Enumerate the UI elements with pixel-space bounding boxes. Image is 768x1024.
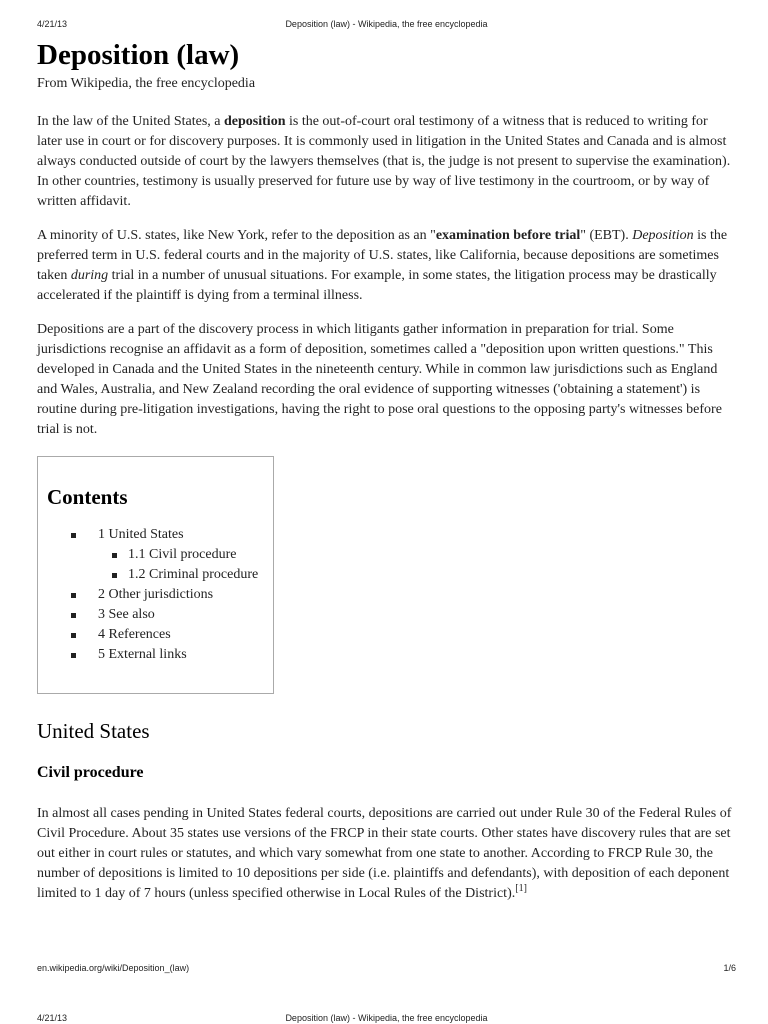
intro-paragraph-1: In the law of the United States, a deposition is the out-of-court oral testimony of a witness that is reduced to writing for later use in court or for discovery purposes. It is commonly used in litigation in the United States and Canada and is almost always conducted outside of court by the lawyers themselves (that is, the judge is not present to supervise the examination). In other countries, testimony is usually preserved for future use by way of live testimony in the courtroom, or by way of written affidavit. — [37, 114, 731, 209]
toc-item-criminal-procedure[interactable]: 1.2 Criminal procedure — [47, 565, 273, 585]
bullet-icon — [71, 533, 76, 538]
reference-link[interactable]: [1] — [515, 883, 527, 894]
toc-item-see-also[interactable]: 3 See also — [47, 605, 273, 625]
term-ebt: examination before trial — [435, 228, 581, 243]
print-footer — [37, 963, 736, 973]
toc-item-references[interactable]: 4 References — [47, 625, 273, 645]
intro-paragraph-2: A minority of U.S. states, like New York, refer to the deposition as an "examination before trial" (EBT). Deposition is the preferred term in U.S. federal courts and in the majority of U.S. states, like California, because depositions are sometimes taken during trial in a number of unusual situations. For example, in some states, the litigation process may be drastically accelerated if the plaintiff is dying from a terminal illness. — [37, 228, 728, 303]
table-of-contents — [37, 456, 274, 694]
print-date: 4/21/13 — [37, 19, 68, 29]
print-date-next: 4/21/13 — [37, 1013, 68, 1023]
article-content — [37, 38, 733, 904]
bullet-icon — [112, 553, 117, 558]
toc-list — [47, 525, 273, 665]
print-header — [37, 19, 736, 29]
print-url: en.wikipedia.org/wiki/Deposition_(law) — [37, 963, 190, 973]
site-tagline: From Wikipedia, the free encyclopedia — [37, 76, 256, 91]
bullet-icon — [112, 573, 117, 578]
subsection-heading-civil-procedure: Civil procedure — [37, 764, 144, 781]
bullet-icon — [71, 653, 76, 658]
print-title-next: Deposition (law) - Wikipedia, the free encyclopedia — [285, 1013, 488, 1023]
bullet-icon — [71, 613, 76, 618]
intro-paragraph-3: Depositions are a part of the discovery process in which litigants gather information in preparation for trial. Some jurisdictions recognise an affidavit as a form of deposition, sometimes called a "deposition upon written questions." This developed in Canada and the United States in the nineteenth century. While in common law jurisdictions such as England and Wales, Australia, and New Zealand recording the oral evidence of supporting witnesses ('obtaining a statement') is routine during pre-litigation investigations, having the right to pose oral questions to the opposing party's witnesses before trial is not. — [37, 322, 722, 437]
civil-procedure-paragraph: In almost all cases pending in United States federal courts, depositions are carried out under Rule 30 of the Federal Rules of Civil Procedure. About 35 states use versions of the FRCP in their state courts. Other states have discovery rules that are set out either in court rules or statutes, and which vary somewhat from one state to another. According to FRCP Rule 30, the number of depositions is limited to 10 depositions per side (i.e. plaintiffs and defendants), with deposition of each deponent limited to 1 day of 7 hours (unless specified otherwise in Local Rules of the District).[1] — [37, 806, 732, 901]
bullet-icon — [71, 633, 76, 638]
section-heading-united-states: United States — [37, 719, 150, 743]
toc-item-civil-procedure[interactable]: 1.1 Civil procedure — [47, 545, 273, 565]
toc-title: Contents — [47, 485, 128, 509]
toc-item-united-states[interactable]: 1 United States — [47, 525, 273, 545]
toc-item-other-jurisdictions[interactable]: 2 Other jurisdictions — [47, 585, 273, 605]
toc-item-external-links[interactable]: 5 External links — [47, 645, 273, 665]
print-page-number: 1/6 — [723, 963, 736, 973]
page-title: Deposition (law) — [37, 39, 240, 71]
print-header-next-page — [37, 1013, 736, 1023]
bullet-icon — [71, 593, 76, 598]
term-deposition: deposition — [224, 114, 286, 129]
print-title: Deposition (law) - Wikipedia, the free encyclopedia — [285, 19, 488, 29]
